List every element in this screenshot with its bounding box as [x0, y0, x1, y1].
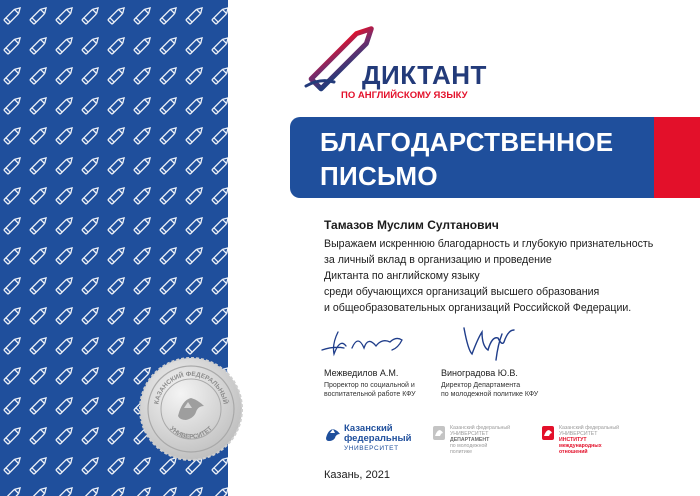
institute-emblem-icon — [541, 425, 555, 441]
banner-title-line1: БЛАГОДАРСТВЕННОЕ — [320, 127, 614, 157]
signer-1-title — [324, 381, 416, 399]
kfu-logo-line: федеральный — [344, 433, 412, 444]
signer-1-name: Межведилов А.М. — [324, 368, 399, 378]
department-logo — [450, 425, 510, 455]
kfu-emblem-icon — [324, 424, 342, 444]
svg-text:КАЗАНСКИЙ ФЕДЕРАЛЬНЫЙ: КАЗАНСКИЙ ФЕДЕРАЛЬНЫЙ — [153, 370, 229, 405]
department-emblem-icon — [432, 425, 446, 441]
department-logo-line: УНИВЕРСИТЕТ — [450, 431, 489, 437]
signer-1-title-line: воспитательной работе КФУ — [324, 391, 416, 398]
department-logo-line: по молодежной — [450, 443, 488, 449]
kfu-logo-line: УНИВЕРСИТЕТ — [344, 445, 399, 452]
gratitude-line: за личный вклад в организацию и проведение — [324, 254, 552, 266]
dictation-title: ДИКТАНТ — [362, 60, 487, 90]
department-logo-line: политике — [450, 449, 472, 455]
place-date: Казань, 2021 — [324, 469, 390, 481]
signature-mezhvedilov — [320, 328, 412, 362]
signature-vinogradova — [458, 324, 520, 364]
institute-logo-line: ИНСТИТУТ — [559, 437, 587, 443]
signer-2-name: Виноградова Ю.В. — [441, 368, 518, 378]
gratitude-line: среди обучающихся организаций высшего образования — [324, 286, 600, 298]
signer-2-title-line: по молодежной политике КФУ — [441, 391, 539, 398]
university-seal — [138, 356, 244, 462]
dictation-subtitle: ПО АНГЛИЙСКОМУ ЯЗЫКУ — [341, 90, 468, 101]
signer-1-title-line: Проректор по социальной и — [324, 382, 415, 389]
department-logo-line: ДЕПАРТАМЕНТ — [450, 437, 490, 443]
banner-title-line2: ПИСЬМО — [320, 161, 438, 191]
institute-logo-line: международных — [559, 443, 602, 449]
institute-logo-line: отношений — [559, 449, 588, 455]
title-banner-accent — [654, 117, 700, 198]
gratitude-text — [324, 236, 684, 316]
gratitude-line: и общеобразовательных организаций Российской Федерации. — [324, 302, 632, 314]
svg-text:УНИВЕРСИТЕТ: УНИВЕРСИТЕТ — [168, 425, 214, 441]
kfu-logo-line: Казанский — [344, 423, 393, 434]
department-logo-line: Казанский федеральный — [450, 425, 511, 431]
gratitude-line: Диктанта по английскому языку — [324, 270, 480, 282]
signer-2-title-line: Директор Департамента — [441, 382, 521, 389]
institute-logo-line: УНИВЕРСИТЕТ — [559, 431, 598, 437]
signer-2-title — [441, 381, 538, 399]
institute-logo-line: Казанский федеральный — [559, 425, 620, 431]
recipient-name: Тамазов Муслим Султанович — [324, 218, 499, 232]
institute-logo — [559, 425, 619, 455]
kfu-logo — [344, 424, 411, 454]
gratitude-line: Выражаем искреннюю благодарность и глубокую признательность — [324, 238, 654, 250]
